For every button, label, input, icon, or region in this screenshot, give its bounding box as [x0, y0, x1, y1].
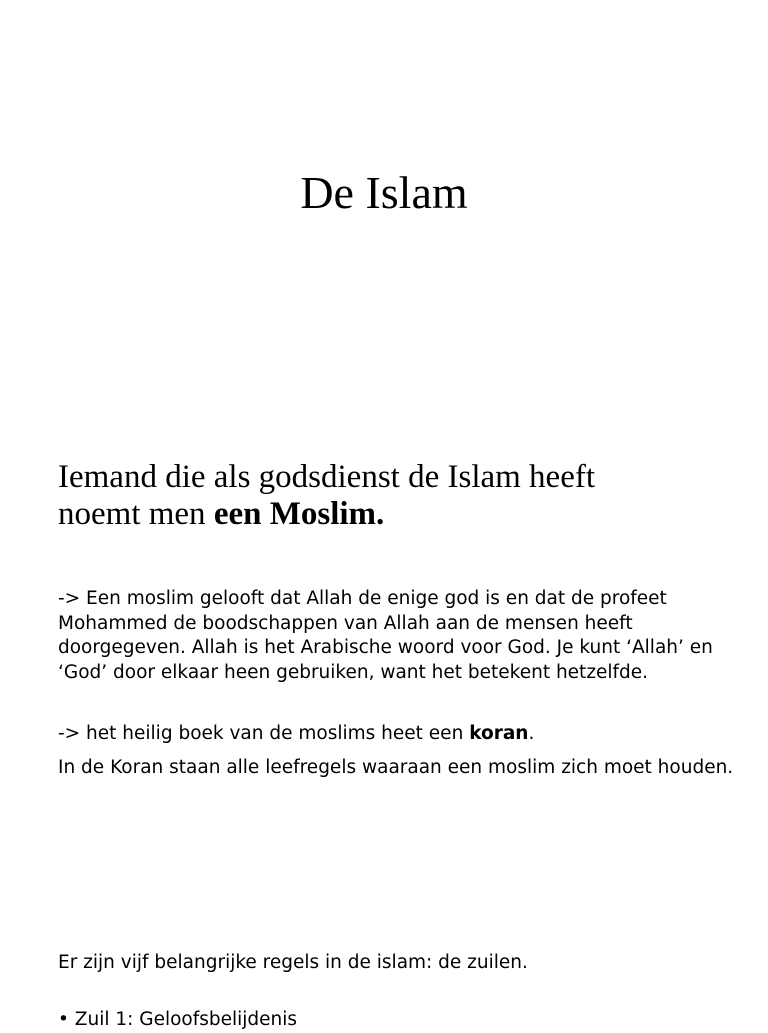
- paragraph-allah: -> Een moslim gelooft dat Allah de enige god is en dat de profeet Mohammed de boodschappen van Allah aan de mensen heeft doorgegeven. Allah is het Arabische woord voor God. Je kunt ‘Allah’ en ‘God’ door elkaar heen gebruiken, want het betekent hetzelfde.: [58, 588, 713, 683]
- paragraph-leefregels: In de Koran staan alle leefregels waaraan een moslim zich moet houden.: [58, 757, 734, 778]
- page-title: De Islam: [300, 167, 468, 218]
- paragraph-koran-bold: koran: [469, 723, 529, 744]
- paragraph-koran-prefix: -> het heilig boek van de moslims heet een: [58, 723, 470, 744]
- lead-line-1: Iemand die als godsdienst de Islam heeft: [58, 459, 596, 495]
- lead-line-2-prefix: noemt men: [58, 496, 214, 532]
- paragraph-koran: [58, 722, 738, 747]
- paragraph-koran-suffix: .: [528, 723, 535, 744]
- lead-paragraph: [58, 459, 738, 533]
- lead-line-2-bold: een Moslim.: [213, 496, 385, 532]
- paragraph-zuilen: Er zijn vijf belangrijke regels in de islam: de zuilen.: [58, 952, 528, 973]
- bullet-zuil-1: • Zuil 1: Geloofsbelijdenis: [58, 1009, 298, 1030]
